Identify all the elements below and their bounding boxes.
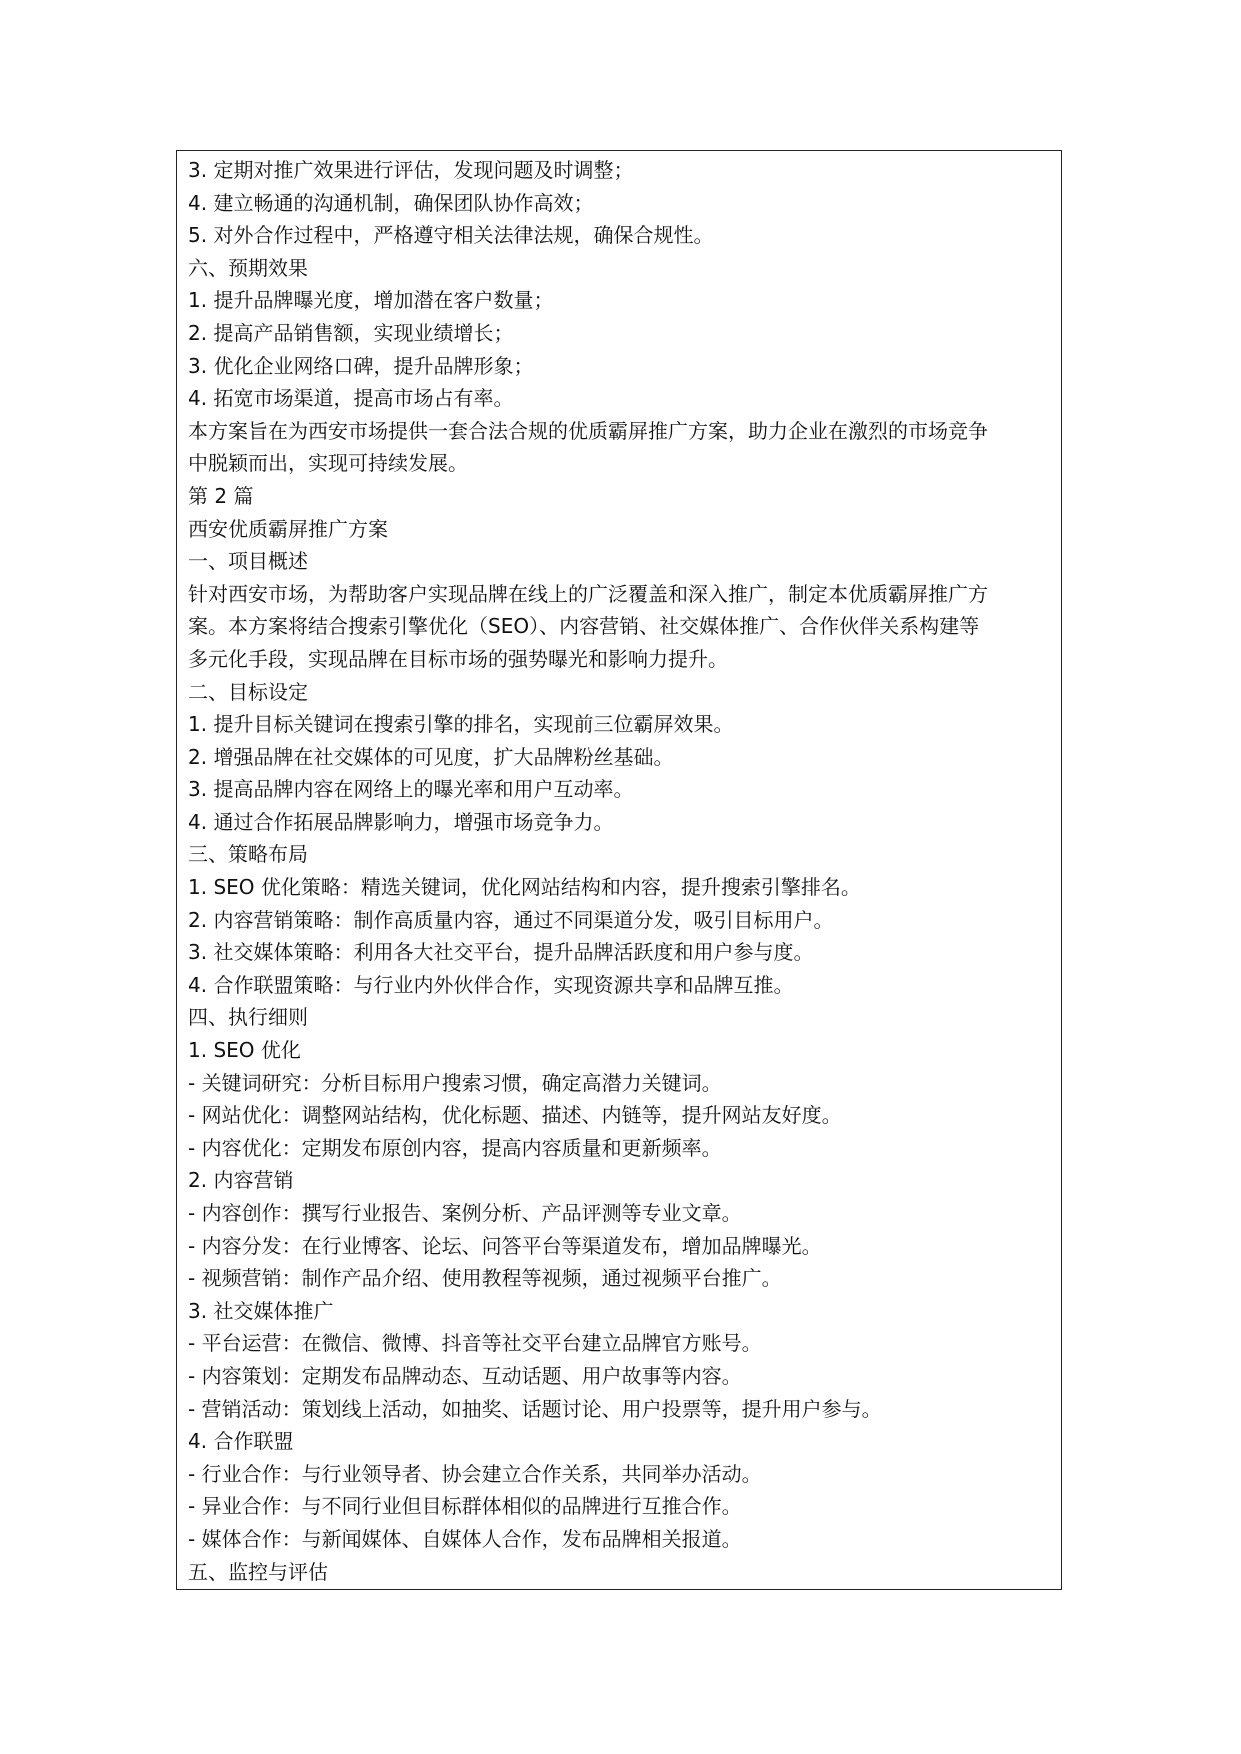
text-line: 2. 增强品牌在社交媒体的可见度，扩大品牌粉丝基础。 — [188, 744, 674, 769]
bullet-line: - 网站优化：调整网站结构，优化标题、描述、内链等，提升网站友好度。 — [188, 1103, 842, 1128]
subsection-heading: 2. 内容营销 — [188, 1168, 294, 1193]
bullet-line: - 内容分发：在行业博客、论坛、问答平台等渠道发布，增加品牌曝光。 — [188, 1233, 822, 1258]
section-heading: 六、预期效果 — [188, 255, 308, 280]
text-line: 4. 合作联盟策略：与行业内外伙伴合作，实现资源共享和品牌互推。 — [188, 972, 794, 997]
text-line: 4. 通过合作拓展品牌影响力，增强市场竞争力。 — [188, 809, 614, 834]
document-frame — [176, 150, 1062, 1590]
section-heading: 四、执行细则 — [188, 1005, 308, 1030]
text-line: 3. 定期对推广效果进行评估，发现问题及时调整； — [188, 158, 634, 182]
text-line: 2. 内容营销策略：制作高质量内容，通过不同渠道分发，吸引目标用户。 — [188, 907, 834, 932]
text-line: 1. 提升目标关键词在搜索引擎的排名，实现前三位霸屏效果。 — [188, 712, 734, 737]
paragraph-line: 案。本方案将结合搜索引擎优化（SEO）、内容营销、社交媒体推广、合作伙伴关系构建等 — [188, 614, 980, 639]
bullet-line: - 内容策划：定期发布品牌动态、互动话题、用户故事等内容。 — [188, 1363, 742, 1388]
paragraph-line: 多元化手段，实现品牌在目标市场的强势曝光和影响力提升。 — [188, 646, 728, 671]
subsection-heading: 3. 社交媒体推广 — [188, 1298, 334, 1323]
text-line: 3. 社交媒体策略：利用各大社交平台，提升品牌活跃度和用户参与度。 — [188, 940, 814, 965]
document-title: 西安优质霸屏推广方案 — [188, 516, 388, 541]
section-heading: 一、项目概述 — [188, 549, 308, 574]
paragraph-line: 针对西安市场，为帮助客户实现品牌在线上的广泛覆盖和深入推广，制定本优质霸屏推广方 — [188, 581, 988, 606]
section-heading: 五、监控与评估 — [188, 1559, 328, 1584]
section-heading: 二、目标设定 — [188, 679, 308, 704]
bullet-line: - 营销活动：策划线上活动，如抽奖、话题讨论、用户投票等，提升用户参与。 — [188, 1396, 882, 1421]
bullet-line: - 视频营销：制作产品介绍、使用教程等视频，通过视频平台推广。 — [188, 1266, 782, 1291]
text-line: 1. 提升品牌曝光度，增加潜在客户数量； — [188, 288, 554, 313]
text-line: 3. 优化企业网络口碑，提升品牌形象； — [188, 353, 534, 378]
bullet-line: - 内容优化：定期发布原创内容，提高内容质量和更新频率。 — [188, 1135, 722, 1160]
text-line: 2. 提高产品销售额，实现业绩增长； — [188, 320, 514, 345]
bullet-line: - 内容创作：撰写行业报告、案例分析、产品评测等专业文章。 — [188, 1201, 742, 1225]
text-line: 5. 对外合作过程中，严格遵守相关法律法规，确保合规性。 — [188, 223, 714, 248]
bullet-line: - 关键词研究：分析目标用户搜索习惯，确定高潜力关键词。 — [188, 1070, 722, 1095]
section-heading: 三、策略布局 — [188, 842, 308, 867]
bullet-line: - 行业合作：与行业领导者、协会建立合作关系，共同举办活动。 — [188, 1461, 762, 1486]
paragraph-line: 中脱颖而出，实现可持续发展。 — [188, 451, 468, 476]
paragraph-line: 本方案旨在为西安市场提供一套合法合规的优质霸屏推广方案，助力企业在激烈的市场竞争 — [188, 418, 988, 443]
text-line: 4. 建立畅通的沟通机制，确保团队协作高效； — [188, 190, 594, 215]
text-line: 1. SEO 优化策略：精选关键词，优化网站结构和内容，提升搜索引擎排名。 — [188, 875, 861, 900]
text-line: 4. 拓宽市场渠道，提高市场占有率。 — [188, 386, 514, 411]
part-label: 第 2 篇 — [188, 483, 254, 508]
text-line: 3. 提高品牌内容在网络上的曝光率和用户互动率。 — [188, 777, 634, 802]
bullet-line: - 异业合作：与不同行业但目标群体相似的品牌进行互推合作。 — [188, 1494, 742, 1519]
bullet-line: - 平台运营：在微信、微博、抖音等社交平台建立品牌官方账号。 — [188, 1331, 762, 1356]
subsection-heading: 4. 合作联盟 — [188, 1429, 294, 1454]
subsection-heading: 1. SEO 优化 — [188, 1038, 301, 1063]
bullet-line: - 媒体合作：与新闻媒体、自媒体人合作，发布品牌相关报道。 — [188, 1526, 742, 1551]
